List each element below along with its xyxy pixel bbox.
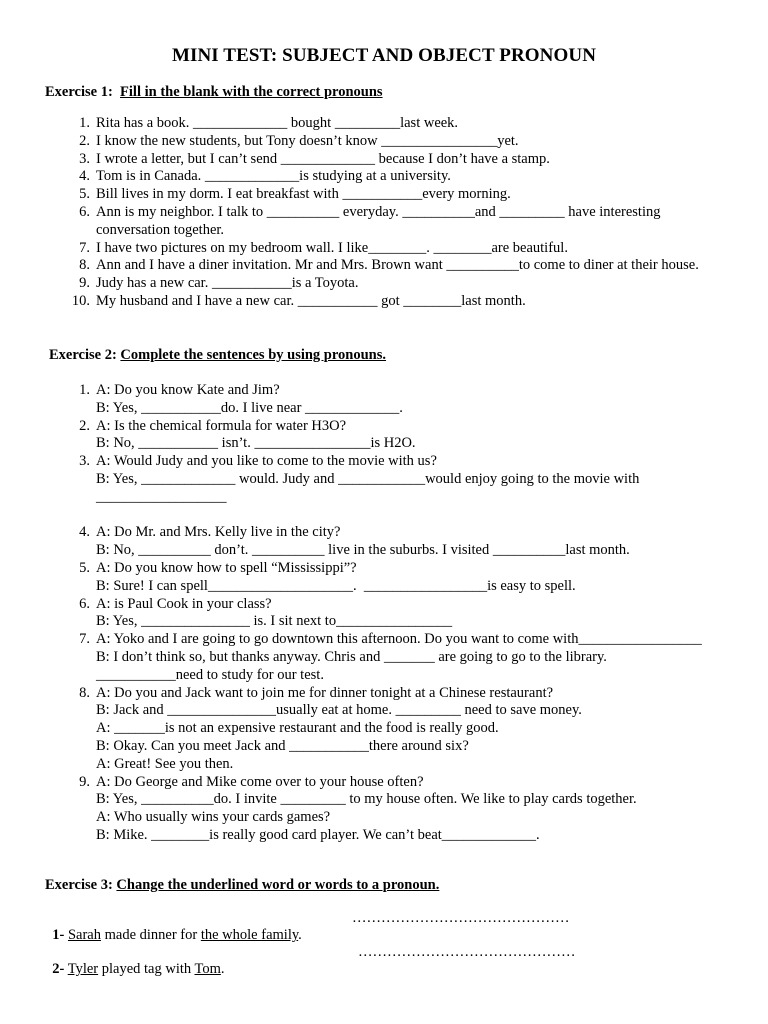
item-number: 5. xyxy=(79,559,90,576)
list-item xyxy=(60,115,750,133)
item-number: 9. xyxy=(79,275,90,292)
list-item xyxy=(60,240,750,258)
exercise-1-label: Exercise 1: xyxy=(45,84,113,100)
item-line: B: Yes, ___________do. I live near _____________. xyxy=(96,399,403,416)
item-line: B: Yes, _______________ is. I sit next to________________ xyxy=(96,613,453,630)
exercise-1-heading xyxy=(45,84,383,101)
page-title: MINI TEST: SUBJECT AND OBJECT PRONOUN xyxy=(171,45,597,66)
item-number: 4. xyxy=(79,168,90,185)
item-line: A: is Paul Cook in your class? xyxy=(96,595,272,612)
item-number: 7. xyxy=(79,631,90,648)
item-number: 6. xyxy=(79,203,90,220)
list-item xyxy=(60,453,750,524)
item-line: B: No, __________ don’t. __________ live in the suburbs. I visited __________last month. xyxy=(96,542,630,559)
list-item xyxy=(60,596,750,632)
item-line: B: Okay. Can you meet Jack and ___________there around six? xyxy=(96,737,469,754)
item-line: A: Do George and Mike come over to your house often? xyxy=(96,773,424,790)
item-line: Bill lives in my dorm. I eat breakfast with ___________every morning. xyxy=(96,186,511,203)
list-item xyxy=(60,257,750,275)
sentence-end: . xyxy=(220,961,225,977)
exercise-2-list xyxy=(60,382,750,845)
item-line: B: Jack and _______________usually eat at home. _________ need to save money. xyxy=(96,702,582,719)
item-line: __________________ xyxy=(96,488,227,505)
item-line: ___________need to study for our test. xyxy=(96,666,324,683)
list-item xyxy=(60,293,750,311)
list-item xyxy=(60,524,750,560)
item-line: A: Who usually wins your cards games? xyxy=(96,809,331,826)
list-item xyxy=(60,133,750,151)
exercise-3-item-number: 1- xyxy=(52,927,65,943)
exercise-3-item-2 xyxy=(45,944,225,978)
underlined-subject: Tyler xyxy=(67,961,99,977)
item-line: A: Do you and Jack want to join me for dinner tonight at a Chinese restaurant? xyxy=(96,684,554,701)
item-number: 4. xyxy=(79,524,90,541)
underlined-object: Tom xyxy=(194,961,221,977)
item-line: A: Do you know Kate and Jim? xyxy=(96,382,280,398)
exercise-3-instruction: Change the underlined word or words to a pronoun. xyxy=(116,877,440,893)
item-line: A: Great! See you then. xyxy=(96,755,234,772)
item-number: 1. xyxy=(79,115,90,131)
item-number: 9. xyxy=(79,773,90,790)
item-line: conversation together. xyxy=(96,221,225,238)
exercise-3-heading xyxy=(45,877,439,894)
item-line: B: No, ___________ isn’t. ________________is H2O. xyxy=(96,435,416,452)
exercise-2-label: Exercise 2: xyxy=(49,347,117,363)
exercise-2-instruction: Complete the sentences by using pronouns. xyxy=(120,347,387,363)
item-line: B: Mike. ________is really good card player. We can’t beat_____________. xyxy=(96,826,540,843)
item-number: 3. xyxy=(79,150,90,167)
item-line: A: Do Mr. and Mrs. Kelly live in the city? xyxy=(96,524,341,541)
item-number: 2. xyxy=(79,132,90,149)
exercise-3-item-number: 2- xyxy=(52,961,65,977)
item-number: 6. xyxy=(79,595,90,612)
item-number: 1. xyxy=(79,382,90,398)
item-number: 5. xyxy=(79,186,90,203)
list-item xyxy=(60,382,750,418)
exercise-3-label: Exercise 3: xyxy=(45,877,113,893)
exercise-1-instruction: Fill in the blank with the correct pronouns xyxy=(120,84,383,100)
exercise-2-heading xyxy=(49,347,386,364)
item-number: 8. xyxy=(79,257,90,274)
list-item xyxy=(60,631,750,684)
sentence-end: . xyxy=(298,927,302,943)
item-line: I know the new students, but Tony doesn’t know ________________yet. xyxy=(96,132,519,149)
item-line: B: I don’t think so, but thanks anyway. Chris and _______ are going to go to the library. xyxy=(96,648,607,665)
item-number: 8. xyxy=(79,684,90,701)
list-item xyxy=(60,560,750,596)
list-item xyxy=(60,168,750,186)
underlined-object: the whole family xyxy=(200,927,299,943)
item-line: Ann is my neighbor. I talk to __________ everyday. __________and _________ have interesting xyxy=(96,203,661,220)
item-number: 10. xyxy=(71,292,90,309)
sentence-text: played tag with xyxy=(98,961,195,977)
exercise-3-answer-line-2: ……………………………………… xyxy=(358,944,576,960)
exercise-3-item-1 xyxy=(45,910,302,944)
list-item xyxy=(60,204,750,240)
item-line: A: Yoko and I are going to go downtown this afternoon. Do you want to come with_________________ xyxy=(96,631,702,648)
item-line: B: Yes, _____________ would. Judy and ____________would enjoy going to the movie with xyxy=(96,470,640,487)
item-line: A: Do you know how to spell “Mississippi”? xyxy=(96,559,357,576)
item-line: Judy has a new car. ___________is a Toyota. xyxy=(96,275,359,292)
item-line xyxy=(96,507,750,525)
item-line: I have two pictures on my bedroom wall. I like________. ________are beautiful. xyxy=(96,239,568,256)
item-line: A: Is the chemical formula for water H3O? xyxy=(96,417,347,434)
list-item xyxy=(60,774,750,845)
item-line: Ann and I have a diner invitation. Mr and Mrs. Brown want __________to come to diner at their house. xyxy=(96,257,699,274)
exercise-1-list xyxy=(60,115,750,311)
item-line: B: Sure! I can spell____________________. _________________is easy to spell. xyxy=(96,577,576,594)
list-item xyxy=(60,151,750,169)
item-number: 2. xyxy=(79,417,90,434)
item-line: A: Would Judy and you like to come to the movie with us? xyxy=(96,453,437,470)
item-line: I wrote a letter, but I can’t send _____________ because I don’t have a stamp. xyxy=(96,150,550,167)
item-line: A: _______is not an expensive restaurant and the food is really good. xyxy=(96,720,499,737)
list-item xyxy=(60,418,750,454)
exercise-3-answer-line-1: ……………………………………… xyxy=(352,910,570,926)
sentence-text: made dinner for xyxy=(100,927,201,943)
list-item xyxy=(60,685,750,774)
item-line: Tom is in Canada. _____________is studying at a university. xyxy=(96,168,451,185)
item-line: Rita has a book. _____________ bought _________last week. xyxy=(96,115,459,131)
item-number: 3. xyxy=(79,453,90,470)
underlined-subject: Sarah xyxy=(67,927,101,943)
item-line: B: Yes, __________do. I invite _________ to my house often. We like to play cards together. xyxy=(96,791,637,808)
list-item xyxy=(60,275,750,293)
list-item xyxy=(60,186,750,204)
item-line: My husband and I have a new car. ___________ got ________last month. xyxy=(96,292,526,309)
item-number: 7. xyxy=(79,239,90,256)
